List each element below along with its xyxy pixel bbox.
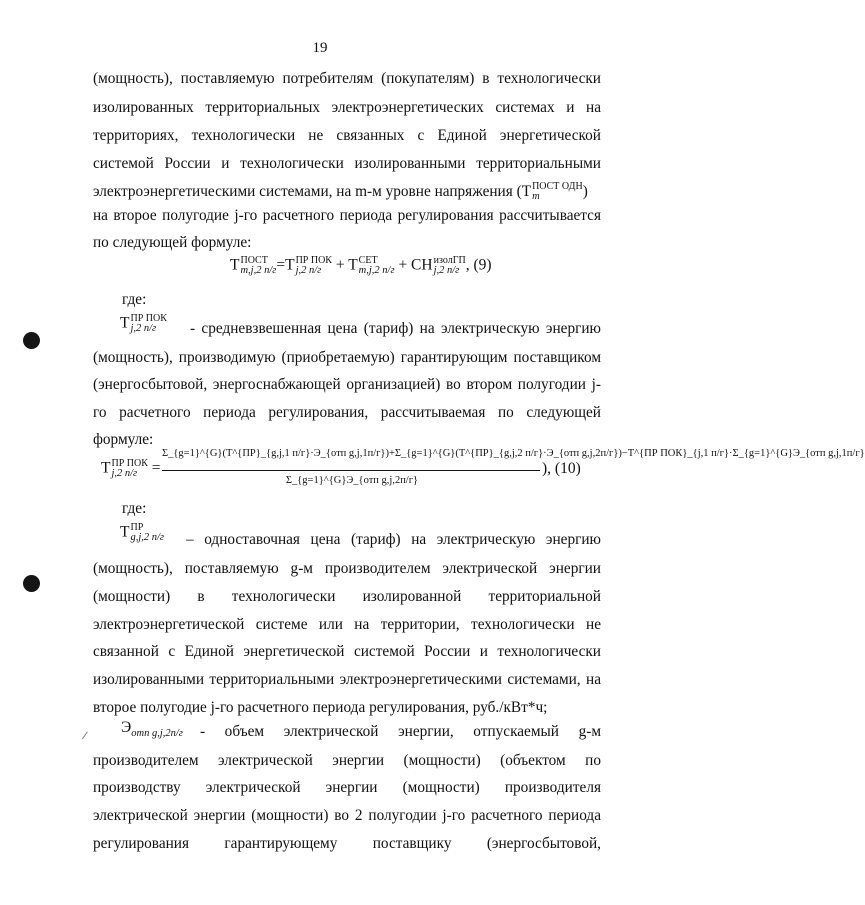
superscript: ПОСТ ОДН: [532, 181, 583, 193]
text-line: электрической энергии (мощности) во 2 полугодии j-го расчетного периода: [93, 807, 601, 824]
text-line: регулирования гарантирующему поставщику (энергосбытовой,: [93, 835, 601, 852]
fraction-bar: [162, 470, 540, 471]
formula-10-lhs: [101, 459, 161, 479]
subscript: отп g,j,2п/г: [131, 728, 183, 739]
symbol-indices: [240, 256, 276, 276]
subscript: m: [532, 191, 540, 203]
text-fragment: ): [582, 183, 588, 200]
formula-symbol: =T: [276, 256, 295, 274]
equals-sign: =: [151, 459, 161, 477]
subscript: j,2 п/г: [433, 265, 460, 276]
subscript: j,2 п/г: [295, 265, 322, 276]
text-fragment: электроэнергетическими системами, на m-м уровне напряжения (: [93, 183, 522, 200]
formula-label: ), (10): [542, 460, 581, 477]
symbol-T: T: [101, 459, 111, 477]
text-line: го расчетного периода регулирования, рассчитываемая по следующей: [93, 404, 601, 421]
text-line: электроэнергетической системе или на территории, технологически не: [93, 616, 601, 633]
binder-hole-top: [23, 332, 40, 349]
where-label: где:: [122, 291, 147, 308]
text-line: системой России и технологически изолированными территориальными: [93, 155, 601, 172]
text-line: территориях, технологически не связанных с Единой энергетической: [93, 127, 601, 144]
superscript: ПР ПОК: [111, 458, 148, 469]
formula-label: , (9): [465, 256, 492, 274]
superscript: ПР ПОК: [295, 255, 332, 266]
def-symbol: [120, 314, 167, 334]
text-line: изолированных территориальных электроэнергетических системах и на: [93, 99, 601, 116]
page-number: 19: [312, 40, 328, 56]
formula-symbol: + T: [331, 256, 358, 274]
symbol-T: T: [521, 183, 532, 200]
formula-9: [230, 256, 492, 276]
text-line: связанной с Единой энергетической системой России и технологически: [93, 643, 601, 660]
fraction-numerator: Σ_{g=1}^{G}(T^{ПР}_{g,j,1 п/г}·Э_{отп g,j,1п/г})+Σ_{g=1}^{G}(T^{ПР}_{g,j,2 п/г}·Э_{отп g,j,2п/г})−T^{ПР ПОК}_{j,1 п/г}·Σ_{g=1}^{G}Э_{отп g,j,1п/г}: [162, 448, 865, 459]
symbol-indices: [111, 459, 147, 479]
fraction-denominator: Σ_{g=1}^{G}Э_{отп g,j,2п/г}: [285, 475, 419, 486]
text-line: (мощность), поставляемую g-м производителем электрической энергии: [93, 560, 601, 577]
text-line: на второе полугодие j-го расчетного периода регулирования рассчитывается: [93, 207, 601, 224]
superscript: изолГП: [433, 255, 466, 266]
def-symbol: [120, 523, 164, 543]
formula-symbol: + CH: [394, 256, 433, 274]
binder-hole-bottom: [23, 575, 40, 592]
text-line: формуле:: [93, 431, 154, 448]
symbol-indices: [296, 256, 332, 276]
where-label: где:: [122, 500, 147, 517]
subscript: j,2 п/г: [111, 468, 138, 479]
superscript: ПОСТ: [240, 255, 268, 266]
superscript: СЕТ: [358, 255, 378, 266]
text-line: (мощность), поставляемую потребителям (покупателям) в технологически: [93, 70, 601, 87]
text-line: производителем электрической энергии (мощности) (объектом по: [93, 752, 601, 769]
symbol-T: T: [120, 314, 130, 332]
text-line: (энергосбытовой, энергоснабжающей организацией) во втором полугодии j-: [93, 376, 601, 393]
symbol-indices: [434, 256, 466, 276]
pen-mark: [82, 731, 91, 741]
subscript: g,j,2 п/г: [130, 532, 165, 543]
text-line: (мощность), производимую (приобретаемую) гарантирующим поставщиком: [93, 349, 601, 366]
symbol-E: Э: [121, 719, 132, 736]
text-line: - объем электрической энергии, отпускаемый g-м: [200, 723, 601, 740]
text-line: второе полугодие j-го расчетного периода регулирования, руб./кВт*ч;: [93, 699, 548, 716]
text-line: по следующей формуле:: [93, 234, 252, 251]
subscript: m,j,2 п/г: [358, 265, 395, 276]
formula-symbol: T: [230, 256, 240, 274]
symbol-indices: [130, 314, 166, 334]
subscript: j,2 п/г: [130, 323, 157, 334]
subscript: m,j,2 п/г: [240, 265, 277, 276]
text-line: - средневзвешенная цена (тариф) на электрическую энергию: [190, 320, 601, 337]
superscript: ПР ПОК: [130, 313, 167, 324]
text-line: (мощности) в технологически изолированной территориальной: [93, 588, 601, 605]
symbol-indices: [532, 182, 583, 202]
symbol-T: T: [120, 523, 130, 541]
text-line-with-symbol: [93, 182, 601, 202]
text-line: изолированными территориальными электроэнергетическими системами, на: [93, 671, 601, 688]
text-line: производству электрической энергии (мощности) производителя: [93, 779, 601, 796]
symbol-indices: [359, 256, 395, 276]
superscript: ПР: [130, 522, 144, 533]
def-symbol: [121, 719, 183, 739]
text-line: – одноставочная цена (тариф) на электрическую энергию: [186, 531, 601, 548]
symbol-indices: [130, 523, 164, 543]
